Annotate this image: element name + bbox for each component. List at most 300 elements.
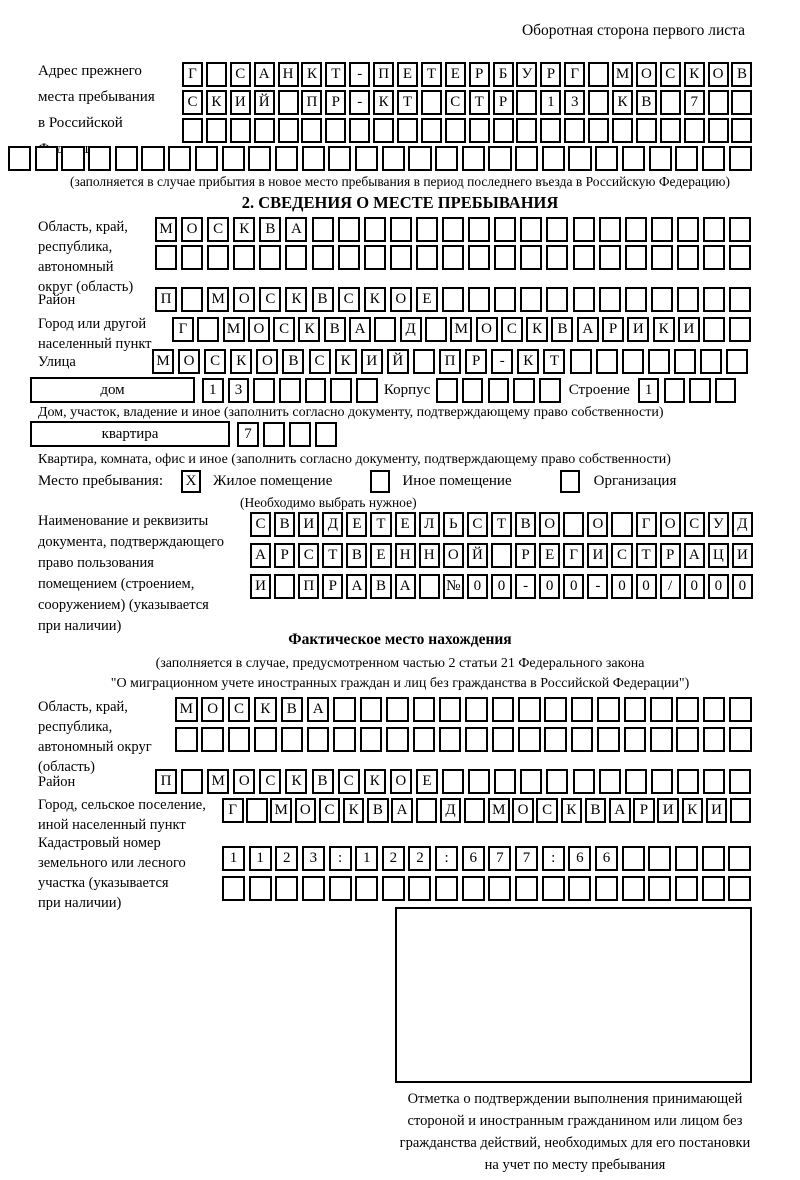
char-cell bbox=[542, 146, 565, 171]
char-cell bbox=[648, 846, 671, 871]
char-cell: А bbox=[250, 543, 271, 568]
house-number-cells bbox=[202, 378, 382, 403]
char-cell: В bbox=[731, 62, 752, 87]
char-cell bbox=[488, 146, 511, 171]
char-cell bbox=[546, 287, 568, 312]
label-line: земельного или лесного bbox=[38, 855, 186, 871]
char-cell: И bbox=[657, 798, 679, 823]
char-cell: В bbox=[370, 574, 391, 599]
char-cell: И bbox=[732, 543, 753, 568]
char-cell bbox=[274, 574, 295, 599]
actual-location-note-2: "О миграционном учете иностранных граждан и лиц без гражданства в Российской Федерации") bbox=[110, 676, 690, 691]
char-cell bbox=[228, 727, 251, 752]
char-cell bbox=[222, 146, 245, 171]
char-cell bbox=[206, 118, 227, 143]
char-cell: Е bbox=[370, 543, 391, 568]
char-cell bbox=[442, 287, 464, 312]
char-cell: А bbox=[395, 574, 416, 599]
stay-type-row bbox=[38, 468, 676, 494]
char-cell: Р bbox=[540, 62, 561, 87]
char-cell bbox=[731, 90, 752, 115]
char-cell bbox=[520, 287, 542, 312]
char-cell: № bbox=[443, 574, 464, 599]
char-cell: - bbox=[349, 90, 370, 115]
street-row bbox=[152, 349, 752, 374]
char-cell: С bbox=[660, 62, 681, 87]
char-cell bbox=[599, 245, 621, 270]
char-cell: И bbox=[250, 574, 271, 599]
char-cell bbox=[356, 378, 378, 403]
confirmation-mark-box bbox=[395, 907, 752, 1083]
char-cell bbox=[421, 90, 442, 115]
char-cell bbox=[513, 378, 535, 403]
label-line: участка (указывается bbox=[38, 875, 169, 891]
char-cell bbox=[599, 769, 621, 794]
char-cell bbox=[544, 727, 567, 752]
char-cell bbox=[494, 287, 516, 312]
char-cell: О bbox=[660, 512, 681, 537]
char-cell bbox=[488, 378, 510, 403]
apartment-row bbox=[30, 421, 341, 447]
char-cell: Т bbox=[543, 349, 565, 374]
char-cell: П bbox=[155, 769, 177, 794]
char-cell bbox=[612, 118, 633, 143]
char-cell bbox=[708, 118, 729, 143]
char-cell: К bbox=[653, 317, 675, 342]
char-cell: Н bbox=[278, 62, 299, 87]
char-cell: О bbox=[390, 287, 412, 312]
char-cell: К bbox=[364, 769, 386, 794]
char-cell bbox=[468, 287, 490, 312]
cadastral-row-2 bbox=[222, 876, 755, 901]
char-cell bbox=[729, 697, 752, 722]
char-cell bbox=[364, 245, 386, 270]
char-cell bbox=[595, 146, 618, 171]
char-cell bbox=[435, 146, 458, 171]
char-cell: М bbox=[488, 798, 510, 823]
char-cell: С bbox=[228, 697, 251, 722]
char-cell bbox=[360, 697, 383, 722]
label-line: иной населенный пункт bbox=[38, 817, 186, 833]
char-cell: А bbox=[346, 574, 367, 599]
char-cell bbox=[408, 876, 431, 901]
char-cell: О bbox=[201, 697, 224, 722]
char-cell: 1 bbox=[222, 846, 245, 871]
char-cell bbox=[700, 349, 722, 374]
char-cell bbox=[703, 727, 726, 752]
char-cell: 7 bbox=[488, 846, 511, 871]
char-cell: А bbox=[684, 543, 705, 568]
region-row-1 bbox=[155, 217, 755, 242]
char-cell bbox=[416, 245, 438, 270]
char-cell bbox=[182, 118, 203, 143]
char-cell bbox=[702, 146, 725, 171]
char-cell bbox=[596, 349, 618, 374]
char-cell: Г bbox=[636, 512, 657, 537]
char-cell bbox=[520, 217, 542, 242]
char-cell: - bbox=[491, 349, 513, 374]
char-cell: Г bbox=[182, 62, 203, 87]
char-cell: И bbox=[230, 90, 251, 115]
char-cell: С bbox=[445, 90, 466, 115]
char-cell bbox=[275, 146, 298, 171]
char-cell bbox=[307, 727, 330, 752]
char-cell bbox=[729, 769, 751, 794]
option-residential-label: Жилое помещение bbox=[213, 473, 333, 489]
char-cell: 7 bbox=[515, 846, 538, 871]
char-cell: О bbox=[181, 217, 203, 242]
char-cell: Т bbox=[370, 512, 391, 537]
page-header-note: Оборотная сторона первого листа bbox=[521, 22, 745, 39]
label-line: Город или другой bbox=[38, 316, 147, 332]
char-cell bbox=[442, 217, 464, 242]
label-line: Отметка о подтверждении выполнения принимающей bbox=[407, 1091, 743, 1107]
label-line: гражданства действий, необходимых для его постановки bbox=[399, 1135, 751, 1151]
char-cell bbox=[468, 245, 490, 270]
char-cell bbox=[650, 727, 673, 752]
char-cell: М bbox=[155, 217, 177, 242]
char-cell bbox=[546, 217, 568, 242]
char-cell: К bbox=[254, 697, 277, 722]
char-cell bbox=[702, 876, 725, 901]
char-cell: О bbox=[178, 349, 200, 374]
char-cell bbox=[588, 62, 609, 87]
char-cell bbox=[355, 146, 378, 171]
char-cell bbox=[573, 245, 595, 270]
char-cell: С bbox=[259, 769, 281, 794]
label-line: места пребывания bbox=[38, 89, 155, 105]
char-cell bbox=[333, 727, 356, 752]
char-cell bbox=[573, 287, 595, 312]
char-cell bbox=[8, 146, 31, 171]
label-line: сооружением) (указывается bbox=[38, 597, 209, 613]
char-cell bbox=[730, 798, 752, 823]
char-cell: К bbox=[682, 798, 704, 823]
char-cell: В bbox=[281, 697, 304, 722]
char-cell bbox=[729, 287, 751, 312]
char-cell bbox=[435, 876, 458, 901]
char-cell: Н bbox=[419, 543, 440, 568]
char-cell bbox=[254, 118, 275, 143]
char-cell bbox=[263, 422, 285, 447]
char-cell bbox=[285, 245, 307, 270]
char-cell: В bbox=[367, 798, 389, 823]
char-cell: 7 bbox=[684, 90, 705, 115]
char-cell: К bbox=[526, 317, 548, 342]
char-cell: Т bbox=[636, 543, 657, 568]
label-line: на учет по месту пребывания bbox=[484, 1157, 666, 1173]
char-cell: Т bbox=[469, 90, 490, 115]
char-cell bbox=[677, 287, 699, 312]
char-cell: 2 bbox=[382, 846, 405, 871]
char-cell: С bbox=[309, 349, 331, 374]
document-row-3 bbox=[250, 574, 756, 599]
char-cell bbox=[726, 349, 748, 374]
char-cell: О bbox=[390, 769, 412, 794]
char-cell bbox=[462, 378, 484, 403]
char-cell bbox=[289, 422, 311, 447]
prev-address-row-2 bbox=[182, 90, 755, 115]
fact-city-row bbox=[222, 798, 754, 823]
char-cell bbox=[469, 118, 490, 143]
char-cell bbox=[703, 287, 725, 312]
char-cell: С bbox=[338, 287, 360, 312]
char-cell: 0 bbox=[539, 574, 560, 599]
char-cell: 7 bbox=[237, 422, 259, 447]
char-cell: - bbox=[587, 574, 608, 599]
char-cell: П bbox=[439, 349, 461, 374]
char-cell: В bbox=[515, 512, 536, 537]
char-cell bbox=[462, 876, 485, 901]
char-cell bbox=[390, 245, 412, 270]
char-cell bbox=[622, 349, 644, 374]
char-cell: К bbox=[335, 349, 357, 374]
char-cell bbox=[492, 697, 515, 722]
char-cell: 2 bbox=[275, 846, 298, 871]
char-cell: Ь bbox=[443, 512, 464, 537]
char-cell: Й bbox=[387, 349, 409, 374]
char-cell: Е bbox=[445, 62, 466, 87]
char-cell: Р bbox=[493, 90, 514, 115]
char-cell: П bbox=[373, 62, 394, 87]
char-cell bbox=[312, 217, 334, 242]
char-cell: 2 bbox=[408, 846, 431, 871]
char-cell: Р bbox=[274, 543, 295, 568]
char-cell bbox=[413, 349, 435, 374]
char-cell: И bbox=[361, 349, 383, 374]
char-cell bbox=[515, 146, 538, 171]
char-cell: : bbox=[329, 846, 352, 871]
prev-address-row-1 bbox=[182, 62, 755, 87]
char-cell bbox=[494, 245, 516, 270]
char-cell bbox=[622, 146, 645, 171]
char-cell bbox=[542, 876, 565, 901]
label-line: Наименование и реквизиты bbox=[38, 513, 209, 529]
char-cell bbox=[246, 798, 268, 823]
char-cell: М bbox=[152, 349, 174, 374]
char-cell: Б bbox=[493, 62, 514, 87]
char-cell bbox=[516, 118, 537, 143]
char-cell: С bbox=[467, 512, 488, 537]
char-cell: Е bbox=[397, 62, 418, 87]
char-cell bbox=[408, 146, 431, 171]
char-cell bbox=[729, 317, 751, 342]
house-note: Дом, участок, владение и иное (заполнить согласно документу, подтверждающему право собственности) bbox=[38, 405, 664, 420]
fact-district-label: Район bbox=[38, 774, 76, 790]
char-cell: Р bbox=[465, 349, 487, 374]
stroenie-label: Строение bbox=[568, 382, 630, 398]
char-cell bbox=[599, 287, 621, 312]
label-line: автономный bbox=[38, 259, 114, 275]
char-cell: И bbox=[298, 512, 319, 537]
char-cell bbox=[520, 245, 542, 270]
prev-address-row-3 bbox=[182, 118, 755, 143]
char-cell bbox=[355, 876, 378, 901]
char-cell bbox=[625, 217, 647, 242]
prev-address-note: (заполняется в случае прибытия в новое место пребывания в период последнего въезда в Российскую Федерацию) bbox=[69, 174, 731, 189]
char-cell: А bbox=[577, 317, 599, 342]
checkbox-other-premises bbox=[370, 470, 390, 493]
char-cell bbox=[492, 727, 515, 752]
char-cell bbox=[465, 727, 488, 752]
label-line: республика, bbox=[38, 239, 113, 255]
char-cell: С bbox=[501, 317, 523, 342]
char-cell bbox=[374, 317, 396, 342]
char-cell: О bbox=[539, 512, 560, 537]
stay-type-label: Место пребывания: bbox=[38, 473, 163, 489]
char-cell: П bbox=[155, 287, 177, 312]
house-row bbox=[30, 377, 741, 403]
char-cell bbox=[564, 118, 585, 143]
char-cell bbox=[731, 118, 752, 143]
char-cell: К bbox=[301, 62, 322, 87]
checkbox-residential-premises: X bbox=[181, 470, 201, 493]
char-cell bbox=[329, 876, 352, 901]
char-cell bbox=[419, 574, 440, 599]
char-cell bbox=[278, 118, 299, 143]
char-cell: К bbox=[517, 349, 539, 374]
district-row bbox=[155, 287, 755, 312]
char-cell: И bbox=[678, 317, 700, 342]
char-cell bbox=[88, 146, 111, 171]
char-cell bbox=[175, 727, 198, 752]
char-cell bbox=[539, 378, 561, 403]
char-cell: М bbox=[223, 317, 245, 342]
char-cell: О bbox=[233, 287, 255, 312]
char-cell bbox=[364, 217, 386, 242]
char-cell: С bbox=[207, 217, 229, 242]
char-cell: 3 bbox=[228, 378, 250, 403]
char-cell: И bbox=[627, 317, 649, 342]
char-cell: И bbox=[706, 798, 728, 823]
actual-location-title: Фактическое место нахождения bbox=[288, 631, 512, 648]
fact-region-row-1 bbox=[175, 697, 756, 722]
label-line: (область) bbox=[38, 759, 95, 775]
char-cell: Т bbox=[421, 62, 442, 87]
char-cell: 6 bbox=[462, 846, 485, 871]
char-cell bbox=[571, 697, 594, 722]
label-line: автономный округ bbox=[38, 739, 152, 755]
char-cell bbox=[302, 146, 325, 171]
city-label bbox=[38, 314, 152, 354]
option-other-premises-label: Иное помещение bbox=[402, 473, 512, 489]
label-line: Адрес прежнего bbox=[38, 63, 142, 79]
char-cell: Д bbox=[732, 512, 753, 537]
char-cell: / bbox=[660, 574, 681, 599]
char-cell bbox=[421, 118, 442, 143]
char-cell: М bbox=[207, 287, 229, 312]
label-line: населенный пункт bbox=[38, 336, 152, 352]
checkbox-organization bbox=[560, 470, 580, 493]
char-cell bbox=[546, 245, 568, 270]
char-cell: Н bbox=[395, 543, 416, 568]
char-cell bbox=[703, 697, 726, 722]
char-cell: 0 bbox=[636, 574, 657, 599]
street-label: Улица bbox=[38, 354, 76, 370]
char-cell bbox=[571, 727, 594, 752]
char-cell bbox=[729, 217, 751, 242]
char-cell bbox=[305, 378, 327, 403]
fact-district-row bbox=[155, 769, 755, 794]
char-cell bbox=[141, 146, 164, 171]
char-cell bbox=[649, 146, 672, 171]
char-cell bbox=[445, 118, 466, 143]
char-cell: М bbox=[207, 769, 229, 794]
char-cell: Д bbox=[322, 512, 343, 537]
document-label bbox=[38, 511, 224, 637]
char-cell: Д bbox=[400, 317, 422, 342]
char-cell: У bbox=[708, 512, 729, 537]
char-cell: - bbox=[515, 574, 536, 599]
char-cell: В bbox=[585, 798, 607, 823]
char-cell bbox=[624, 727, 647, 752]
char-cell bbox=[703, 317, 725, 342]
char-cell bbox=[494, 217, 516, 242]
char-cell bbox=[677, 769, 699, 794]
char-cell bbox=[588, 118, 609, 143]
char-cell bbox=[595, 876, 618, 901]
char-cell bbox=[625, 769, 647, 794]
char-cell: В bbox=[636, 90, 657, 115]
document-row-2 bbox=[250, 543, 756, 568]
label-line: округ (область) bbox=[38, 279, 134, 295]
char-cell bbox=[664, 378, 686, 403]
confirmation-mark-caption bbox=[340, 1088, 800, 1176]
char-cell: И bbox=[587, 543, 608, 568]
char-cell: С bbox=[319, 798, 341, 823]
label-line: Область, край, bbox=[38, 219, 128, 235]
apartment-cells bbox=[237, 422, 341, 447]
char-cell: 0 bbox=[611, 574, 632, 599]
char-cell bbox=[465, 697, 488, 722]
char-cell: Е bbox=[416, 769, 438, 794]
char-cell: : bbox=[435, 846, 458, 871]
char-cell bbox=[622, 876, 645, 901]
char-cell: М bbox=[270, 798, 292, 823]
char-cell bbox=[597, 697, 620, 722]
char-cell bbox=[259, 245, 281, 270]
document-row-1 bbox=[250, 512, 756, 537]
char-cell bbox=[230, 118, 251, 143]
char-cell bbox=[546, 769, 568, 794]
char-cell bbox=[442, 769, 464, 794]
char-cell: Р bbox=[322, 574, 343, 599]
char-cell: Т bbox=[322, 543, 343, 568]
char-cell: Е bbox=[416, 287, 438, 312]
char-cell bbox=[703, 769, 725, 794]
char-cell bbox=[648, 349, 670, 374]
char-cell bbox=[676, 727, 699, 752]
char-cell bbox=[684, 118, 705, 143]
char-cell: Й bbox=[254, 90, 275, 115]
char-cell bbox=[625, 287, 647, 312]
char-cell bbox=[382, 146, 405, 171]
char-cell bbox=[660, 118, 681, 143]
char-cell bbox=[597, 727, 620, 752]
char-cell: С bbox=[259, 287, 281, 312]
char-cell: О bbox=[233, 769, 255, 794]
char-cell bbox=[622, 846, 645, 871]
char-cell: Т bbox=[325, 62, 346, 87]
char-cell: С bbox=[298, 543, 319, 568]
char-cell bbox=[254, 727, 277, 752]
char-cell: К bbox=[285, 769, 307, 794]
char-cell bbox=[181, 769, 203, 794]
char-cell: 1 bbox=[249, 846, 272, 871]
char-cell: С bbox=[684, 512, 705, 537]
char-cell bbox=[462, 146, 485, 171]
char-cell: П bbox=[298, 574, 319, 599]
